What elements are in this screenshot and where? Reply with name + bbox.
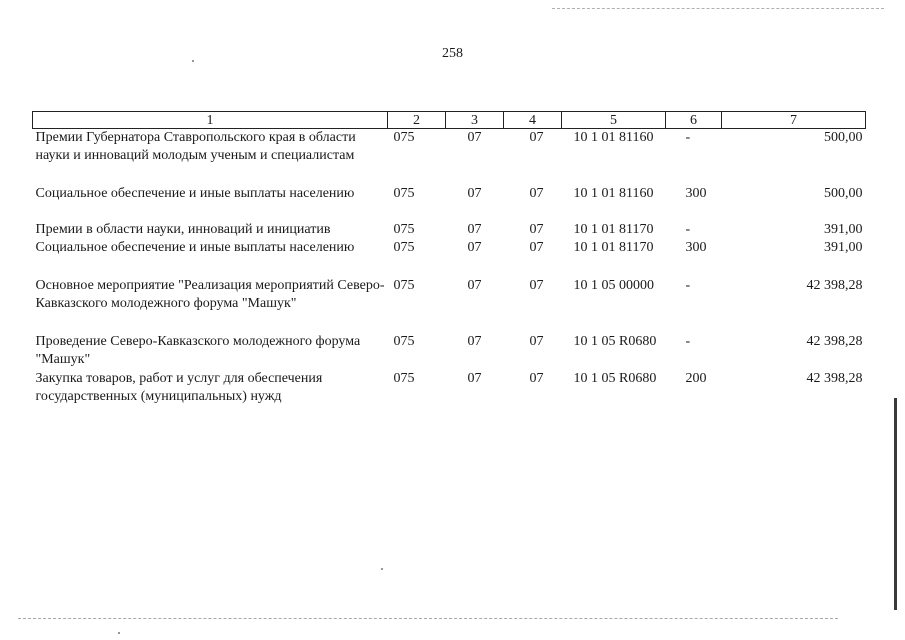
row-name: Социальное обеспечение и иные выплаты населению [35,239,355,255]
row-code-6: - [685,221,691,237]
row-code-6: - [685,130,691,145]
row-code-5: 10 1 01 81160 [573,130,654,145]
row-code-2: 075 [393,130,415,145]
row-name: Основное мероприятие "Реализация мероприятий Северо-Кавказского молодежного форума "Машук" [35,277,385,311]
row-name: Премии в области науки, инноваций и инициатив [35,221,331,237]
row-amount: 42 398,28 [806,370,863,386]
row-amount: 42 398,28 [806,277,863,293]
row-code-3: 07 [467,221,482,237]
row-code-5: 10 1 05 00000 [573,277,654,293]
row-code-5: 10 1 01 81170 [573,221,654,237]
header-cell-1: 1 [33,112,388,129]
row-code-4: 07 [529,370,544,386]
row-code-3: 07 [467,239,482,255]
table-row [33,277,866,333]
row-code-2: 075 [393,239,415,255]
scan-speck [381,568,383,570]
header-cell-6: 6 [666,112,722,129]
row-name: Премии Губернатора Ставропольского края в области науки и инноваций молодым ученым и специалистам [35,130,356,163]
row-code-4: 07 [529,239,544,255]
row-code-6: 300 [685,239,707,255]
table-header [33,112,866,129]
header-cell-5: 5 [562,112,666,129]
table-body [33,129,866,406]
row-code-5: 10 1 01 81160 [573,185,654,201]
row-code-2: 075 [393,185,415,201]
header-cell-4: 4 [504,112,562,129]
row-code-2: 075 [393,221,415,237]
row-code-6: - [685,333,691,349]
header-cell-3: 3 [446,112,504,129]
table-row [33,185,866,221]
row-name: Закупка товаров, работ и услуг для обеспечения государственных (муниципальных) нужд [35,370,323,404]
row-code-4: 07 [529,333,544,349]
row-name: Проведение Северо-Кавказского молодежного форума "Машук" [35,333,361,367]
row-code-2: 075 [393,370,415,386]
scan-bottom-rule [18,618,838,619]
header-row [33,112,866,129]
table-row [33,370,866,406]
row-amount: 500,00 [824,130,863,145]
scan-speck [118,632,120,634]
row-code-5: 10 1 01 81170 [573,239,654,255]
table-row [33,239,866,277]
row-code-3: 07 [467,130,482,145]
row-amount: 391,00 [824,239,863,255]
table-row [33,129,866,185]
row-code-3: 07 [467,333,482,349]
page-number: 258 [442,46,463,61]
row-amount: 500,00 [824,185,863,201]
row-code-2: 075 [393,277,415,293]
row-code-2: 075 [393,333,415,349]
row-code-3: 07 [467,370,482,386]
row-code-4: 07 [529,277,544,293]
row-code-4: 07 [529,130,544,145]
row-code-6: - [685,277,691,293]
row-code-5: 10 1 05 R0680 [573,370,657,386]
row-code-3: 07 [467,185,482,201]
row-name: Социальное обеспечение и иные выплаты населению [35,185,355,201]
row-amount: 391,00 [824,221,863,237]
row-amount: 42 398,28 [806,333,863,349]
budget-table [32,111,866,406]
header-cell-2: 2 [388,112,446,129]
scan-right-edge-mark [894,398,897,610]
row-code-6: 300 [685,185,707,201]
table-row [33,333,866,370]
row-code-4: 07 [529,185,544,201]
table-row [33,221,866,239]
row-code-5: 10 1 05 R0680 [573,333,657,349]
row-code-3: 07 [467,277,482,293]
header-cell-7: 7 [722,112,866,129]
scan-top-rule [552,8,884,9]
row-code-4: 07 [529,221,544,237]
row-code-6: 200 [685,370,707,386]
